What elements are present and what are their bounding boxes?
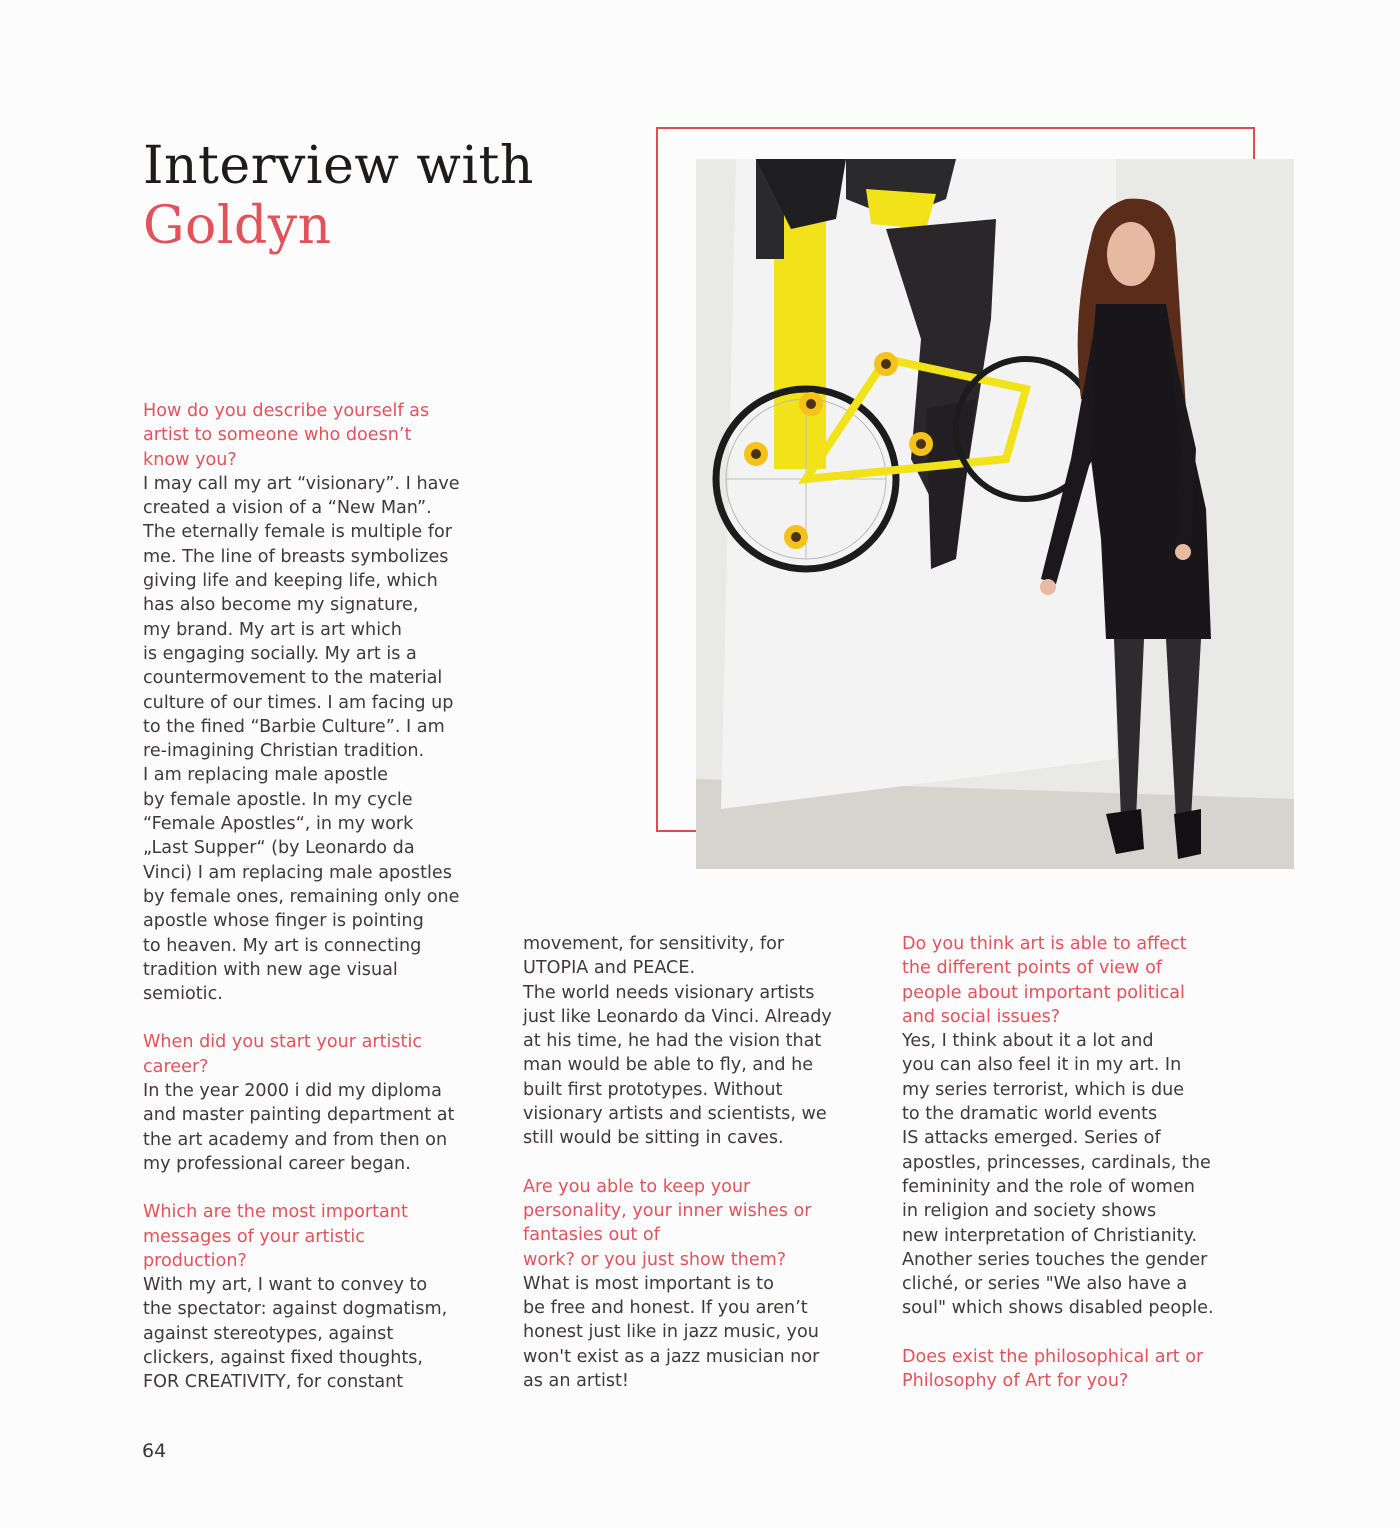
question-2: When did you start your artistic career? xyxy=(143,1032,423,1077)
artist-photo xyxy=(696,159,1294,869)
page-number: 64 xyxy=(142,1440,167,1462)
question-6: Does exist the philosophical art or Philosophy of Art for you? xyxy=(902,1346,1204,1392)
column-1 xyxy=(143,399,503,1395)
answer-3-continued: movement, for sensitivity, for UTOPIA and PEACE. The world needs visionary artists just like Leonardo da Vinci. Already at his time, he had the vision that man would be able to fly, and he built first prototypes. Without visionary artists and scientists, we still would be sitting in caves. xyxy=(523,934,832,1149)
photo-illustration xyxy=(696,159,1294,869)
column-3 xyxy=(902,932,1282,1393)
question-3: Which are the most important messages of your artistic production? xyxy=(143,1202,408,1271)
answer-3: With my art, I want to convey to the spectator: against dogmatism, against stereotypes, against clickers, against fixed thoughts, FOR CREATIVITY, for constant xyxy=(143,1275,448,1393)
article-title xyxy=(143,136,534,256)
title-line-1: Interview with xyxy=(143,136,534,196)
title-line-2-name: Goldyn xyxy=(143,196,332,256)
question-4: Are you able to keep your personality, your inner wishes or fantasies out of work? or you just show them? xyxy=(523,1176,812,1270)
question-1: How do you describe yourself as artist to someone who doesn’t know you? xyxy=(143,401,430,470)
question-5: Do you think art is able to affect the different points of view of people about important political and social issues? xyxy=(902,934,1187,1027)
answer-5: Yes, I think about it a lot and you can also feel it in my art. In my series terrorist, which is due to the dramatic world events IS attacks emerged. Series of apostles, princesses, cardinals, the femininity and the role of women in religion and society shows new interpretation of Christianity. Another series touches the gender cliché, or series "We also have a soul" which shows disabled people. xyxy=(902,1031,1214,1319)
answer-2: In the year 2000 i did my diploma and master painting department at the art academy and from then on my professional career began. xyxy=(143,1081,455,1174)
column-2 xyxy=(523,932,893,1393)
answer-1: I may call my art “visionary”. I have created a vision of a “New Man”. The eternally female is multiple for me. The line of breasts symbolizes giving life and keeping life, which has also become my signature, my brand. My art is art which is engaging socially. My art is a countermovement to the material culture of our times. I am facing up to the fined “Barbie Culture”. I am re-imagining Christian tradition. I am replacing male apostle by female apostle. In my cycle “Female Apostles“, in my work „Last Supper“ (by Leonardo da Vinci) I am replacing male apostles by female ones, remaining only one apostle whose finger is pointing to heaven. My art is connecting tradition with new age visual semiotic. xyxy=(143,473,460,1005)
answer-4: What is most important is to be free and honest. If you aren’t honest just like in jazz music, you won't exist as a jazz musician nor as an artist! xyxy=(523,1273,820,1392)
